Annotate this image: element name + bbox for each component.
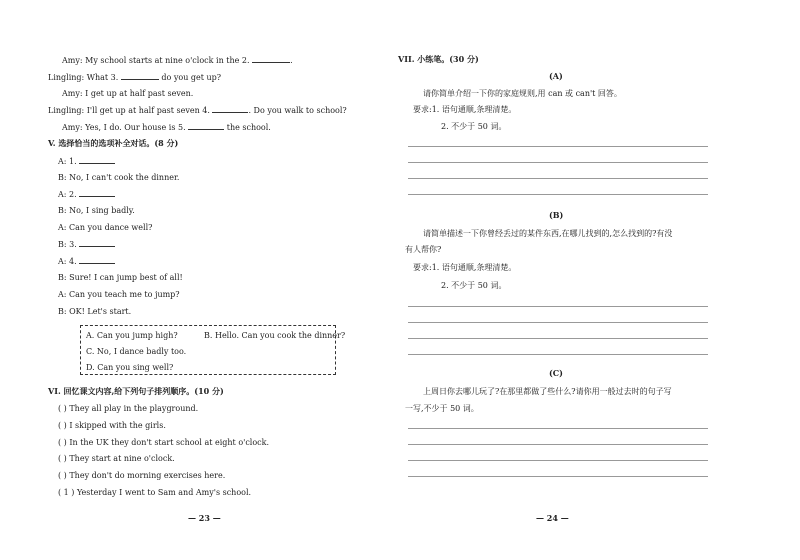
part-a-label: (A) [549, 71, 563, 81]
order-item: ( ) I skipped with the girls. [58, 421, 166, 430]
dialog-line-3: Lingling: What 3. do you get up? [48, 73, 222, 82]
writing-line[interactable] [408, 444, 708, 445]
dialog-line-2: A: 2. [58, 188, 115, 200]
writing-line[interactable] [408, 162, 708, 163]
writing-line[interactable] [408, 428, 708, 429]
answer-blank-4[interactable] [79, 255, 115, 264]
page-number: — 24 — [536, 513, 569, 523]
part-c-label: (C) [549, 368, 563, 378]
dialog-line: B: No, I can't cook the dinner. [58, 173, 180, 182]
order-item: ( ) They don't do morning exercises here. [58, 471, 226, 480]
option-c: C. No, I dance badly too. [86, 347, 187, 356]
dialog-line: Amy: I get up at half past seven. [62, 89, 194, 98]
answer-blank-2[interactable] [252, 54, 290, 63]
dialog-line: A: Can you dance well? [58, 223, 153, 232]
dialog-line-1: A: 1. [58, 155, 115, 167]
order-item: ( ) In the UK they don't start school at eight o'clock. [58, 438, 270, 447]
section-7-title: VII. 小练笔。(30 分) [398, 54, 479, 64]
answer-blank-2[interactable] [79, 188, 115, 197]
dialog-line-3: B: 3. [58, 238, 115, 250]
section-6-title: VI. 回忆课文内容,给下列句子排列顺序。(10 分) [48, 386, 224, 396]
dialog-line-2: Amy: My school starts at nine o'clock in the 2. . [62, 56, 293, 65]
option-a: A. Can you jump high? [86, 331, 178, 340]
writing-line[interactable] [408, 178, 708, 179]
part-b-requirement-2: 2. 不少于 50 词。 [441, 281, 507, 290]
part-b-requirement-1: 要求:1. 语句通顺,条理清楚。 [413, 263, 517, 272]
option-d: D. Can you sing well? [86, 363, 174, 372]
answer-blank-1[interactable] [79, 155, 115, 164]
part-a-requirement-2: 2. 不少于 50 词。 [441, 122, 507, 131]
order-item: ( ) They start at nine o'clock. [58, 454, 175, 463]
dialog-line: A: Can you teach me to jump? [58, 290, 180, 299]
part-b-prompt: 请简单描述一下你曾经丢过的某件东西,在哪儿找到的,怎么找到的?有没 [423, 229, 673, 238]
part-a-requirement-1: 要求:1. 语句通顺,条理清楚。 [413, 105, 517, 114]
writing-line[interactable] [408, 354, 708, 355]
dialog-line: B: No, I sing badly. [58, 206, 135, 215]
order-answer-box[interactable]: ( ) [58, 421, 67, 430]
writing-line[interactable] [408, 194, 708, 195]
dialog-line-4: Lingling: I'll get up at half past seven 4. . Do you walk to school? [48, 106, 347, 115]
writing-line[interactable] [408, 476, 708, 477]
part-a-prompt: 请你简单介绍一下你的家庭规则,用 can 或 can't 回答。 [423, 89, 622, 98]
dialog-line: B: OK! Let's start. [58, 307, 132, 316]
writing-line[interactable] [408, 146, 708, 147]
answer-blank-3[interactable] [121, 71, 159, 80]
order-answer-box[interactable]: ( ) [58, 438, 67, 447]
part-c-prompt: 上周日你去哪儿玩了?在那里都做了些什么?请你用一般过去时的句子写 [423, 387, 672, 396]
option-b: B. Hello. Can you cook the dinner? [204, 331, 346, 340]
writing-line[interactable] [408, 338, 708, 339]
order-answer-box[interactable]: ( ) [58, 454, 67, 463]
page-number: — 23 — [188, 513, 221, 523]
part-b-label: (B) [549, 210, 564, 220]
dialog-line: B: Sure! I can jump best of all! [58, 273, 183, 282]
section-5-title: V. 选择恰当的选项补全对话。(8 分) [48, 138, 179, 148]
answer-blank-3[interactable] [79, 238, 115, 247]
writing-line[interactable] [408, 322, 708, 323]
part-c-prompt-cont: 一写,不少于 50 词。 [405, 404, 479, 413]
order-item: ( ) They all play in the playground. [58, 404, 199, 413]
order-answer-box[interactable]: ( ) [58, 471, 67, 480]
dialog-line-5: Amy: Yes, I do. Our house is 5. the school. [62, 123, 271, 132]
writing-line[interactable] [408, 306, 708, 307]
dialog-line-4: A: 4. [58, 255, 115, 267]
order-answer-box[interactable]: ( ) [58, 404, 67, 413]
order-item: ( 1 ) Yesterday I went to Sam and Amy's school. [58, 488, 252, 497]
part-b-prompt-cont: 有人帮你? [405, 245, 442, 254]
answer-blank-4[interactable] [212, 104, 248, 113]
writing-line[interactable] [408, 460, 708, 461]
order-answer-box[interactable]: ( 1 ) [58, 488, 75, 497]
answer-blank-5[interactable] [188, 121, 224, 130]
